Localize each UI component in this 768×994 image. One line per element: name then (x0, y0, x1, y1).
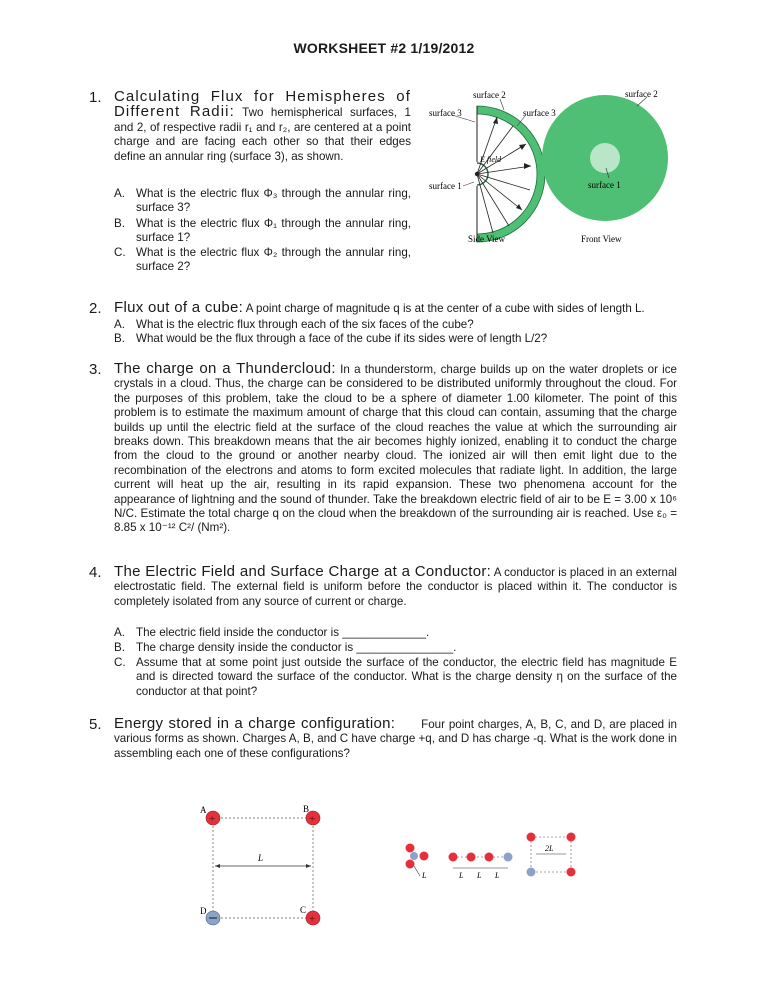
line-charge-neg (504, 853, 513, 862)
q4-item-c-text: Assume that at some point just outside the surface of the conductor, the electric field has magnitude E and is directed toward the surface of the conductor. What is the charge density η on the surface of the conductor at that point? (136, 656, 677, 698)
q1-item-b (114, 217, 411, 247)
other-configs-figure (398, 828, 588, 888)
q1-item-c-label: C. (114, 246, 126, 259)
q4-heading: The Electric Field and Surface Charge at a Conductor: (114, 563, 492, 580)
charge-label-b: B (303, 804, 310, 814)
rect-label-2L: 2L (545, 844, 554, 853)
charge-c-sign: + (309, 913, 316, 925)
q2-heading: Flux out of a cube: (114, 299, 244, 316)
q4-text (114, 565, 677, 609)
label-efield: E field (480, 155, 502, 164)
cluster-label-L: L (422, 871, 427, 880)
hemisphere-figure (425, 86, 670, 251)
q1-text (114, 90, 411, 164)
q3-text (114, 362, 677, 536)
q4-item-a-label: A. (114, 626, 125, 639)
q1-item-a-label: A. (114, 187, 125, 200)
square-config-figure (196, 798, 336, 943)
surface2-leader (500, 99, 504, 110)
q4-item-b (114, 641, 677, 656)
side-hemisphere-band (477, 106, 545, 242)
rect-charge-3 (567, 868, 576, 877)
charge-a-sign: + (209, 813, 216, 825)
charge-label-d: D (200, 906, 207, 916)
rect-charge-neg (527, 868, 536, 877)
rect-config (527, 833, 576, 877)
line-config (449, 853, 513, 881)
cluster-charge-2 (406, 860, 415, 869)
line-charge-3 (485, 853, 494, 862)
q3-body: In a thunderstorm, charge builds up on the water droplets or ice crystals in a cloud. Thus, the charge can be considered to be distributed uniformly throughout the cloud. For the purposes of this problem, take the cloud to be a sphere of diameter 1.00 kilometer. The point of this problem is to estimate the maximum amount of charge that this cloud can contain, assuming that the charge builds up until the electric field at the surface of the cloud reaches the value at which the surrounding air breaks down. This breakdown means that the air becomes highly ionized, enabling it to conduct the charge from the cloud to the ground or another nearby cloud. The ionized air will then emit light due to the recombination of the electrons and atoms to form excited molecules that radiate light. In addition, the large current will heat up the air, resulting in its rapid expansion. These two phenomena account for the appearance of lightning and the sound of thunder. Take the breakdown electric field of air to be E = 3.00 x 10⁶ N/C. Estimate the total charge q on the cloud when the breakdown of the surrounding air is reached. Use ε₀ = 8.85 x 10⁻¹² C²/ (Nm²). (114, 363, 678, 535)
label-surface3b-side: surface 3 (523, 108, 556, 118)
label-surface2-side: surface 2 (473, 90, 506, 100)
cluster-dimension (414, 866, 420, 876)
charge-d (206, 911, 220, 925)
q2-item-a (114, 318, 714, 333)
charge-label-a: A (200, 805, 207, 815)
q4-item-b-label: B. (114, 641, 125, 654)
q2-body: A point charge of magnitude q is at the center of a cube with sides of length L. (245, 302, 645, 315)
worksheet-title: WORKSHEET #2 1/19/2012 (293, 40, 475, 56)
q5-heading: Energy stored in a charge configuration: (114, 715, 396, 732)
cluster-charge-1 (406, 844, 415, 853)
charge-a (206, 811, 220, 825)
side-view-caption: Side View (468, 234, 506, 244)
q2-item-b-label: B. (114, 332, 125, 345)
q2-item-a-text: What is the electric flux through each of the six faces of the cube? (136, 318, 474, 331)
q4-item-c (114, 656, 677, 701)
q4-number: 4. (89, 564, 102, 581)
length-label-L: L (258, 853, 264, 863)
q1-number: 1. (89, 89, 102, 106)
q1-item-c-text: What is the electric flux Φ₂ through the annular ring, surface 2? (136, 246, 411, 274)
q1-item-b-label: B. (114, 217, 125, 230)
q1-item-a-text: What is the electric flux Φ₃ through the annular ring, surface 3? (136, 187, 411, 215)
label-surface3-side: surface 3 (429, 108, 462, 118)
charge-b-sign: + (309, 813, 316, 825)
q1-body: Two hemispherical surfaces, 1 and 2, of respective radii r₁ and r₂, are centered at a point charge and are facing each other so that their edges define an annular ring (surface 3), as shown. (114, 106, 411, 163)
q3-number: 3. (89, 361, 102, 378)
q4-item-c-label: C. (114, 656, 126, 669)
q1-item-c (114, 246, 411, 276)
front-inner-disk (590, 143, 620, 173)
q2-text (114, 301, 714, 316)
q5-text (114, 717, 677, 761)
q3-heading: The charge on a Thundercloud: (114, 360, 336, 377)
q2-item-b (114, 332, 714, 347)
q1-heading: Calculating Flux for Hemispheres of Different Radii: (114, 88, 411, 121)
q4-item-a (114, 626, 677, 641)
q4-item-a-text: The electric field inside the conductor is _____________. (136, 626, 430, 639)
line-label-L2: L (477, 871, 482, 880)
cluster-charge-3 (420, 852, 429, 861)
cluster-charge-neg (410, 852, 418, 860)
rect-outline (531, 837, 571, 872)
label-surface1-side: surface 1 (429, 181, 462, 191)
charge-c (306, 911, 320, 925)
charge-label-c: C (300, 905, 307, 915)
line-charge-1 (449, 853, 458, 862)
dimension-arrow-left (215, 864, 220, 868)
point-charge (475, 172, 479, 176)
surface1-leader (463, 182, 474, 186)
label-surface1-front: surface 1 (588, 180, 621, 190)
label-surface2-front: surface 2 (625, 89, 658, 99)
dimension-arrow-right (306, 864, 311, 868)
q4-body: A conductor is placed in an external electrostatic field. The external field is uniform before the conductor is placed within it. The conductor is completely isolated from any source of current or charge. (114, 566, 677, 608)
cluster-config (406, 844, 429, 881)
q4-item-b-text: The charge density inside the conductor is _______________. (136, 641, 457, 654)
q5-body: Four point charges, A, B, C, and D, are placed in various forms as shown. Charges A, B, and C have charge +q, and D has charge -q. What is the work done in assembling each one of these configurations? (114, 718, 677, 760)
q1-item-b-text: What is the electric flux Φ₁ through the annular ring, surface 1? (136, 217, 411, 245)
q5-number: 5. (89, 716, 102, 733)
rect-charge-1 (527, 833, 536, 842)
q2-number: 2. (89, 300, 102, 317)
q1-item-a (114, 187, 411, 217)
rect-charge-2 (567, 833, 576, 842)
line-label-L3: L (495, 871, 500, 880)
line-charge-2 (467, 853, 476, 862)
q2-item-b-text: What would be the flux through a face of the cube if its sides were of length L/2? (136, 332, 548, 345)
q2-item-a-label: A. (114, 318, 125, 331)
line-label-L1: L (459, 871, 464, 880)
front-view-caption: Front View (581, 234, 622, 244)
